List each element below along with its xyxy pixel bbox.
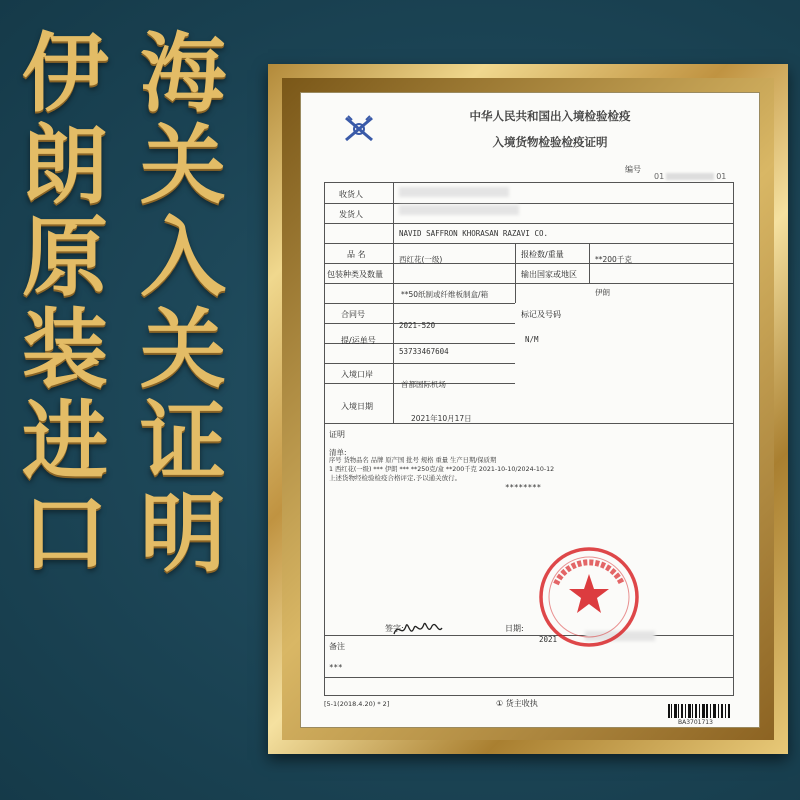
weight-label: 报检数/重量 bbox=[521, 250, 564, 259]
conclusion: 上述货物经检验检疫合格评定,予以通关放行。 bbox=[329, 474, 462, 482]
packing-value: **50纸制或纤维板制盒/箱 bbox=[401, 290, 489, 299]
heading-right-char: 海 bbox=[140, 23, 226, 124]
form-code: [5-1(2018.4.20) * 2] bbox=[324, 700, 390, 708]
certificate-document bbox=[300, 92, 760, 728]
signature-icon bbox=[392, 618, 444, 640]
barcode-icon bbox=[668, 704, 730, 718]
doc-title-authority: 中华人民共和国出入境检验检疫 bbox=[469, 109, 631, 123]
redacted-consignee bbox=[399, 187, 509, 197]
list-row: 1 西红花(一级) *** 伊朗 *** **250克/盒 **200千克 2021-10-10/2024-10-12 bbox=[329, 466, 555, 473]
remarks-label: 备注 bbox=[329, 642, 345, 651]
weight-value: **200千克 bbox=[595, 255, 632, 264]
stars-line: ******** bbox=[505, 483, 542, 492]
heading-right bbox=[140, 23, 226, 584]
heading-right-char: 关 bbox=[140, 115, 226, 216]
port-label: 入境口岸 bbox=[341, 370, 373, 379]
date-label: 入境日期 bbox=[341, 402, 373, 411]
copy-label: ① 货主收执 bbox=[496, 699, 538, 708]
heading-left-char: 伊 bbox=[22, 23, 108, 124]
heading-left-char: 进 bbox=[22, 391, 108, 492]
product-label: 品 名 bbox=[347, 250, 366, 259]
cert-label: 证明 bbox=[329, 430, 345, 439]
consignee-label: 收货人 bbox=[339, 190, 363, 199]
redacted-consignor bbox=[399, 205, 519, 215]
official-seal-icon bbox=[536, 544, 642, 650]
contract-value: 2021-520 bbox=[399, 321, 436, 330]
bill-label: 提/运单号 bbox=[341, 336, 376, 345]
heading-left bbox=[22, 23, 108, 584]
heading-left-char: 装 bbox=[22, 299, 108, 400]
origin-label: 输出国家或地区 bbox=[521, 270, 577, 279]
doc-title-certificate: 入境货物检验检疫证明 bbox=[492, 135, 608, 149]
list-header: 序号 货物品名 品牌 原产国 批号 规格 重量 生产日期/保质期 bbox=[329, 457, 497, 464]
list-title: 清单: bbox=[329, 448, 347, 457]
consignor-label: 发货人 bbox=[339, 210, 363, 219]
contract-label: 合同号 bbox=[341, 310, 365, 319]
consignor-value: NAVID SAFFRON KHORASAN RAZAVI CO. bbox=[399, 229, 549, 238]
product-value: 西红花(一级) bbox=[399, 255, 443, 264]
remarks-value: *** bbox=[329, 663, 343, 672]
heading-left-char: 口 bbox=[22, 483, 108, 584]
certificate-form bbox=[324, 182, 734, 696]
date-sign-label: 日期: bbox=[505, 624, 524, 633]
number-value: 01 01 bbox=[654, 172, 727, 181]
sign-label: 签字: bbox=[385, 624, 404, 633]
origin-value: 伊朗 bbox=[595, 288, 610, 297]
port-value: 首都国际机场 bbox=[401, 380, 446, 389]
marks-label: 标记及号码 bbox=[521, 310, 561, 319]
packing-label: 包装种类及数量 bbox=[327, 270, 383, 279]
heading-left-char: 原 bbox=[22, 207, 108, 308]
heading-right-char: 入 bbox=[140, 207, 226, 308]
barcode-number: BA3701713 bbox=[678, 719, 713, 726]
heading-right-char: 关 bbox=[140, 299, 226, 400]
heading-right-char: 明 bbox=[140, 483, 226, 584]
date-value: 2021年10月17日 bbox=[411, 414, 472, 423]
heading-left-char: 朗 bbox=[22, 115, 108, 216]
marks-value: N/M bbox=[525, 335, 539, 344]
date-sign-value: 2021 bbox=[539, 635, 558, 644]
heading-right-char: 证 bbox=[140, 391, 226, 492]
number-label: 编号 bbox=[625, 165, 641, 174]
bill-value: 53733467604 bbox=[399, 347, 449, 356]
